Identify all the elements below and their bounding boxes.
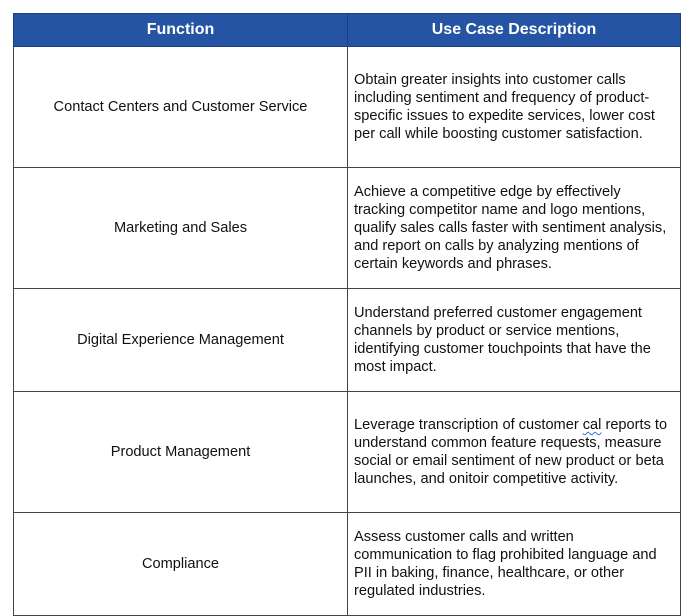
table-row xyxy=(14,168,681,289)
use-case-table-container xyxy=(13,13,680,616)
description-cell: Assess customer calls and written communication to flag prohibited language and PII in baking, finance, healthcare, or other regulated industries. xyxy=(348,513,681,616)
description-cell: Understand preferred customer engagement channels by product or service mentions, identifying customer touchpoints that have the most impact. xyxy=(348,289,681,392)
function-cell: Compliance xyxy=(14,513,348,616)
function-cell: Marketing and Sales xyxy=(14,168,348,289)
header-function: Function xyxy=(14,14,348,47)
function-cell: Digital Experience Management xyxy=(14,289,348,392)
function-cell: Product Management xyxy=(14,392,348,513)
description-cell: Obtain greater insights into customer calls including sentiment and frequency of product-specific issues to expedite services, lower cost per call while boosting customer satisfaction. xyxy=(348,47,681,168)
description-text-before: Leverage transcription of customer xyxy=(354,417,583,433)
table-header-row xyxy=(14,14,681,47)
description-cell xyxy=(348,392,681,513)
function-cell: Contact Centers and Customer Service xyxy=(14,47,348,168)
description-cell: Achieve a competitive edge by effectively tracking competitor name and logo mentions, qualify sales calls faster with sentiment analysis, and report on calls by analyzing mentions of certain keywords and phrases. xyxy=(348,168,681,289)
description-text-after: reports to understand common feature requests, measure social or email sentiment of new product or beta launches, and onitoir competitive activity. xyxy=(354,417,668,487)
table-row xyxy=(14,289,681,392)
table-row xyxy=(14,392,681,513)
table-row xyxy=(14,47,681,168)
spellcheck-flagged-word[interactable]: cal xyxy=(582,417,602,433)
table-row xyxy=(14,513,681,616)
header-use-case-description: Use Case Description xyxy=(348,14,681,47)
use-case-table xyxy=(13,13,681,616)
